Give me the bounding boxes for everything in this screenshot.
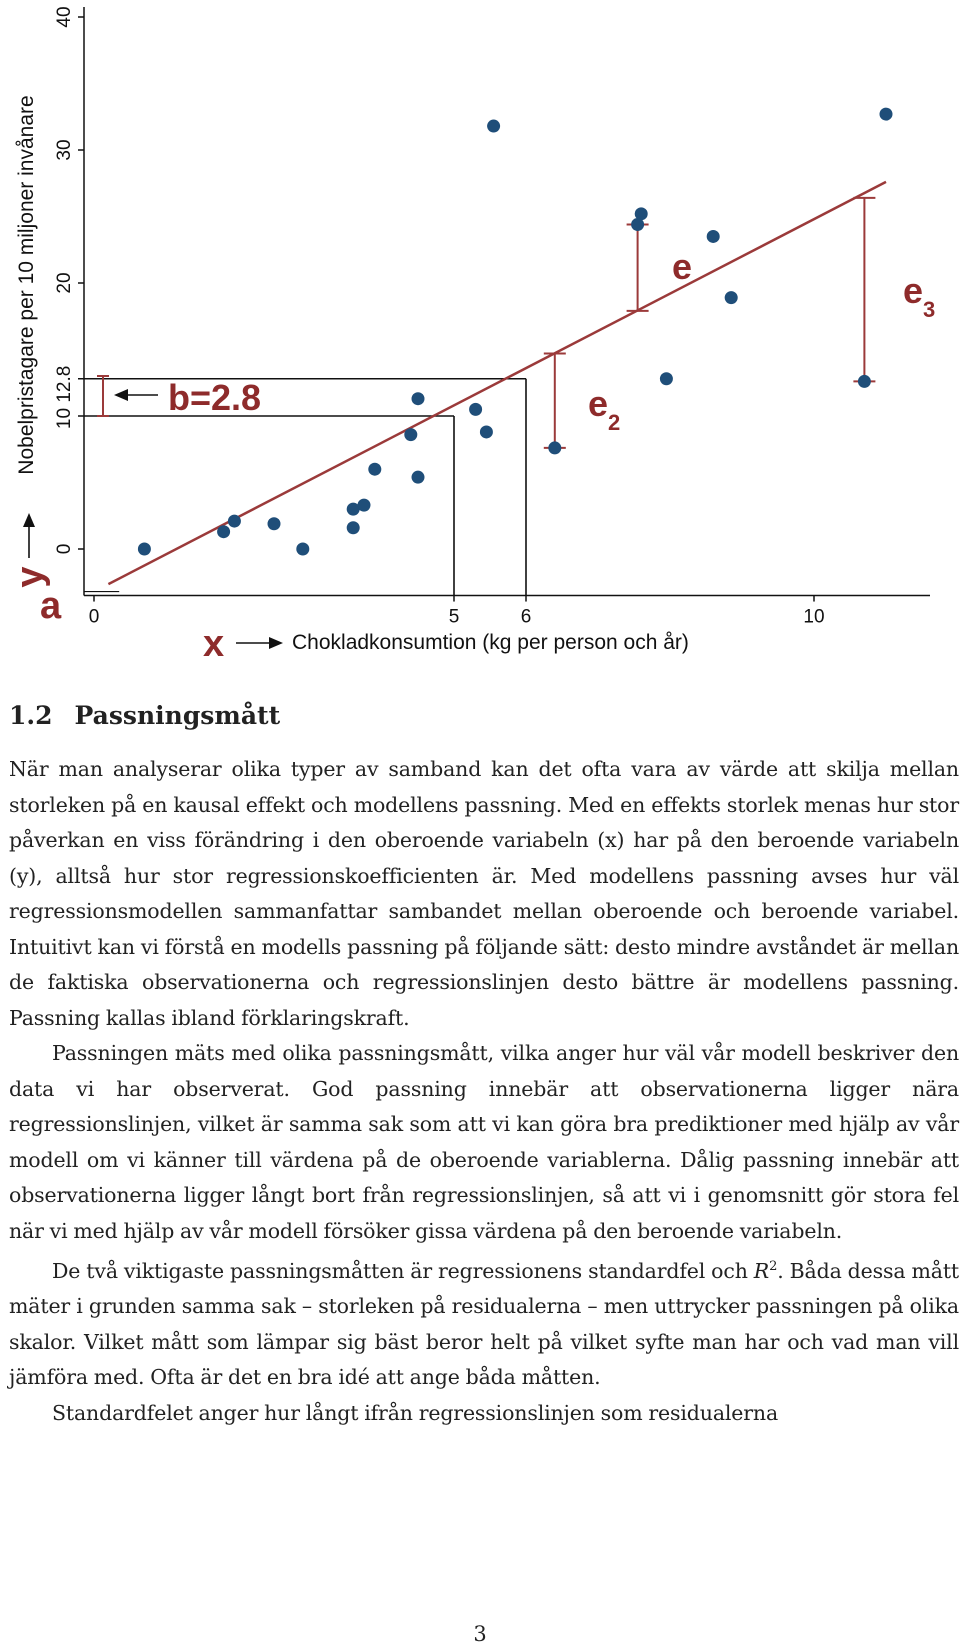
- data-point: [858, 375, 871, 388]
- data-point: [358, 499, 371, 512]
- intercept-label: a: [40, 585, 62, 627]
- x-tick-label: 5: [448, 606, 460, 628]
- data-point: [548, 441, 561, 454]
- page-number: 3: [473, 1622, 487, 1646]
- section-title: Passningsmått: [74, 701, 281, 730]
- data-point: [660, 372, 673, 385]
- paragraph-2: Passningen mäts med olika passningsmått, vilka anger hur väl vår modell beskriver den data vi har observerat. God passning innebär att observationerna ligger nära regressionslinjen, vilket är samma sak som att vi kan göra bra prediktioner med hjälp av vår modell om vi känner till värdena på de oberoende variablerna. Dålig passning innebär att observationerna ligger långt bort från regressionslinjen, så att vi i genomsnitt gör stora fel när vi med hjälp av vår modell försöker gissa värdena på den beroende variabeln.: [9, 1041, 959, 1243]
- y-tick-label: 30: [54, 139, 75, 161]
- x-tick-label: 6: [520, 606, 532, 628]
- y-letter-arrowhead: [23, 513, 35, 527]
- data-point: [228, 515, 241, 528]
- data-point: [412, 392, 425, 405]
- r-squared-symbol: R: [753, 1258, 770, 1283]
- y-tick-label: 40: [54, 6, 75, 28]
- data-point: [138, 543, 151, 556]
- data-point: [347, 521, 360, 534]
- data-point: [725, 291, 738, 304]
- y-axis-title: Nobelpristagare per 10 miljoner invånare: [15, 95, 38, 475]
- x-axis-title: Chokladkonsumtion (kg per person och år): [292, 631, 689, 654]
- x-tick-label: 0: [88, 606, 100, 628]
- data-point: [635, 207, 648, 220]
- y-tick-label: 10 12.8: [54, 365, 75, 430]
- section-number: 1.2: [9, 701, 53, 730]
- y-letter: y: [9, 566, 51, 588]
- residual-label-e2: $e_2$: [588, 383, 621, 435]
- data-point: [217, 525, 230, 538]
- data-point: [480, 425, 493, 438]
- data-point: [368, 463, 381, 476]
- data-point: [296, 543, 309, 556]
- data-point: [469, 403, 482, 416]
- x-letter: x: [203, 623, 225, 665]
- residual-label-e3: $e_3$: [903, 270, 936, 322]
- data-point: [404, 428, 417, 441]
- residual-label-e: e: [672, 246, 693, 287]
- y-tick-label: 20: [54, 272, 75, 294]
- section-heading: [9, 700, 959, 732]
- paragraph-4: Standardfelet anger hur långt ifrån regressionslinjen som residualerna: [52, 1400, 779, 1425]
- paragraph-1: När man analyserar olika typer av samband kan det ofta vara av värde att skilja mellan storleken på en kausal effekt och modellens passning. Med en effekts storlek menas hur stor påverkan en viss förändring i den oberoende variabeln (x) har på den beroende variabeln (y), alltså hur stor regressionskoefficienten är. Med modellens passning avses hur väl regressionsmodellen sammanfattar sambandet mellan oberoende och beroende variabel. Intuitivt kan vi förstå en modells passning på följande sätt: desto mindre avståndet är mellan de faktiska observationerna och regressionslinjen desto bättre är modellens passning. Passning kallas ibland förklaringskraft.: [9, 757, 959, 1030]
- paragraph-3: De två viktigaste passningsmåtten är regressionens standardfel och $R^2$. Båda dessa mått mäter i grunden samma sak – storleken på residualerna – men uttrycker passningen på olika skalor. Vilket mått som lämpar sig bäst beror helt på vilket syfte man har och vad man vill jämföra med. Ofta är det en bra idé att ange båda måtten.: [9, 1258, 960, 1390]
- section-passningsmatt: [9, 700, 959, 1431]
- x-axis-ticks: [89, 596, 825, 628]
- y-tick-label: 0: [54, 543, 75, 555]
- y-axis-ticks: [54, 6, 84, 554]
- data-point: [412, 471, 425, 484]
- data-point: [268, 517, 281, 530]
- data-point: [880, 108, 893, 121]
- data-points: [138, 108, 893, 556]
- slope-label: b=2.8: [168, 377, 262, 418]
- slope-arrowhead: [114, 389, 128, 401]
- regression-figure: [0, 0, 960, 680]
- data-point: [487, 120, 500, 133]
- x-letter-arrowhead: [269, 637, 283, 649]
- data-point: [707, 230, 720, 243]
- x-tick-label: 10: [803, 606, 825, 628]
